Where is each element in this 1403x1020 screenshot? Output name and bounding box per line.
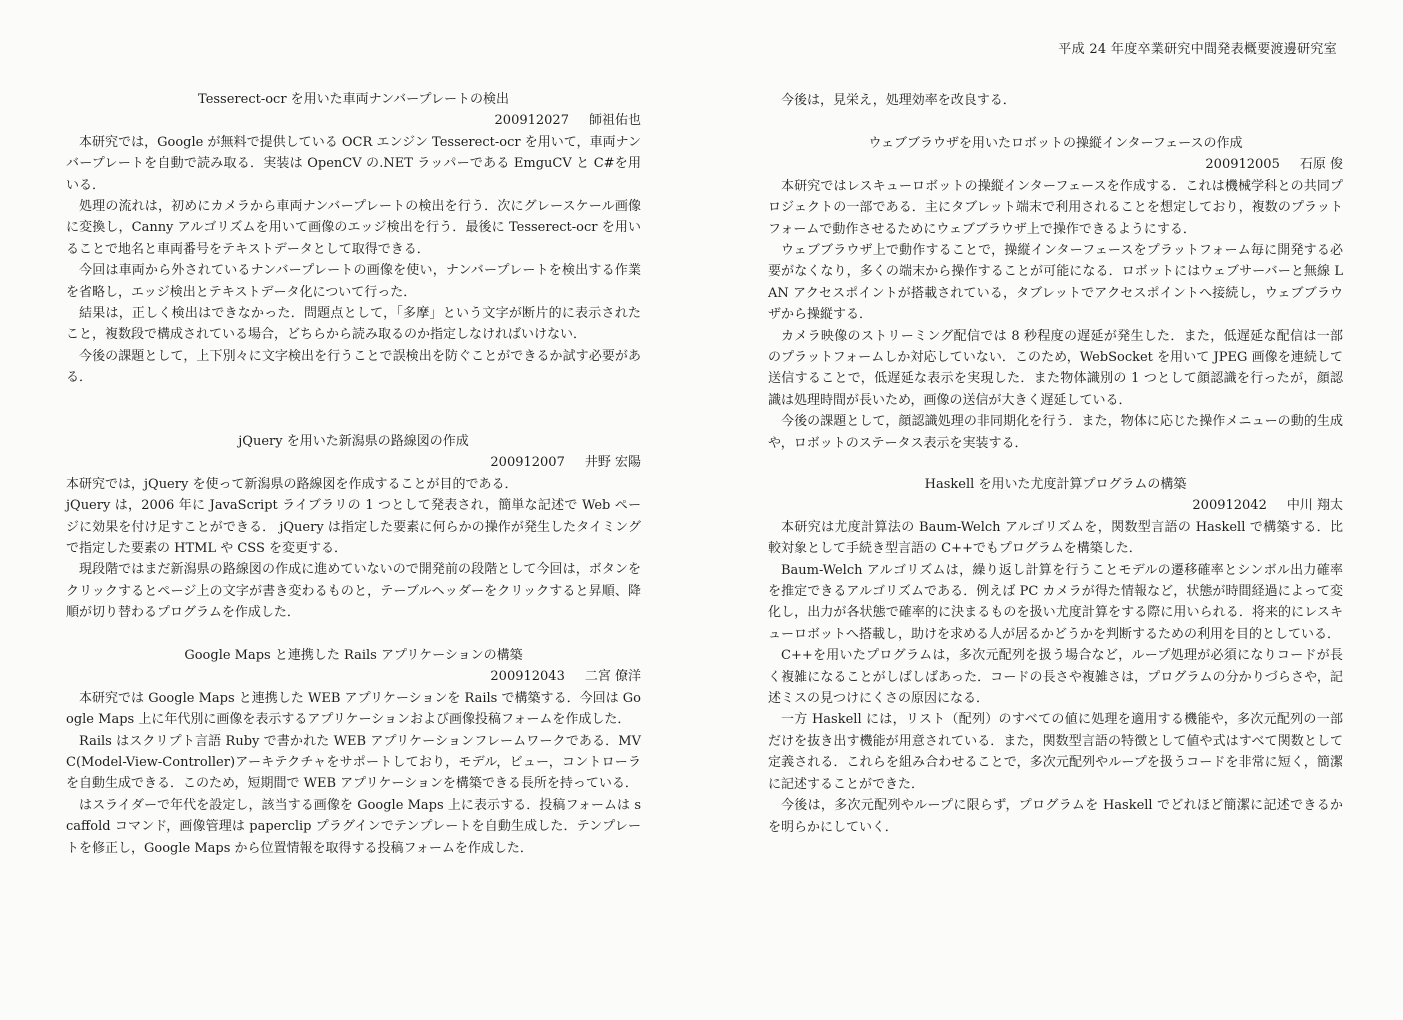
article-jquery xyxy=(66,431,641,624)
paragraph: 一方 Haskell には，リスト（配列）のすべての値に処理を適用する機能や，多次元配列の一部だけを抜き出す機能が用意されている．また，関数型言語の特徴として値や式はすべて関数として定義される．これらを組み合わせることで，多次元配列やループを扱うコードを非常に短く，簡潔に記述することができた． xyxy=(768,712,1343,792)
article-web-robot xyxy=(768,133,1343,454)
article-haskell xyxy=(768,474,1343,838)
article-author xyxy=(66,666,641,687)
paragraph: 結果は，正しく検出はできなかった．問題点として，「多摩」という文字が断片的に表示されたこと，複数段で構成されている場合，どちらから読み取るのか指定しなければいけない． xyxy=(66,306,641,343)
author-name: 井野 宏陽 xyxy=(584,455,641,471)
article-title: Haskell を用いた尤度計算プログラムの構築 xyxy=(924,477,1187,492)
paragraph: 本研究では Google Maps と連携した WEB アプリケーションを Rails で構築する．今回は Google Maps 上に年代別に画像を表示するアプリケーションおよび画像投稿フォームを作成した． xyxy=(66,690,641,728)
paragraph: 本研究では，Google が無料で提供している OCR エンジン Tesserect-ocr を用いて，車両ナンバープレートを自動で読み取る．実装は OpenCV の.NET ラッパーである EmguCV と C#を用いる． xyxy=(66,134,641,193)
paragraph: C++を用いたプログラムは，多次元配列を扱う場合など，ループ処理が必須になりコードが長く複雑になることがしばしばあった．コードの長さや複雑さは，プログラムの分かりづらさや，記述ミスの見つけにくさの原因になる． xyxy=(768,648,1343,707)
paragraph: はスライダーで年代を設定し，該当する画像を Google Maps 上に表示する．投稿フォームは scaffold コマンド，画像管理は paperclip プラグインでテンプレートを自動生成した．テンプレートを修正し，Google Maps から位置情報を取得する投稿フォームを作成した． xyxy=(66,797,641,856)
paragraph: Baum-Welch アルゴリズムは，繰り返し計算を行うことモデルの遷移確率とシンボル出力確率を推定できるアルゴリズムである．例えば PC カメラが得た情報など，状態が時間経過によって変化し，出力が各状態で確率的に決まるものを扱い尤度計算をする際に用いられる．将来的にレスキューロボットへ搭載し，助けを求める人が居るかどうかを判断するための利用を目的としている． xyxy=(768,562,1343,642)
student-id: 200912042 xyxy=(1192,498,1267,514)
student-id: 200912007 xyxy=(490,455,565,471)
paragraph: jQuery は，2006 年に JavaScript ライブラリの 1 つとして発表され，簡単な記述で Web ページに効果を付け足すことができる． jQuery は指定した要素に何らかの操作が発生したタイミングで指定した要素の HTML や CSS を変更する． xyxy=(66,498,641,557)
author-name: 石原 俊 xyxy=(1299,157,1343,173)
article-title: Tesserect-ocr を用いた車両ナンバープレートの検出 xyxy=(198,92,509,107)
continuation-paragraph: 今後は，見栄え，処理効率を改良する． xyxy=(781,93,1016,108)
paragraph: 処理の流れは，初めにカメラから車両ナンバープレートの検出を行う．次にグレースケール画像に変換し，Canny アルゴリズムを用いて画像のエッジ検出を行う．最後に Tesserect-ocr を用いることで地名と車両番号をテキストデータとして取得できる． xyxy=(66,199,641,257)
paragraph: 現段階ではまだ新潟県の路線図の作成に進めていないので開発前の段階として今回は，ボタンをクリックするとページ上の文字が書き変わるものと，テーブルヘッダーをクリックすると昇順、降順が切り替わるプログラムを作成した． xyxy=(66,562,641,621)
paragraph: カメラ映像のストリーミング配信では 8 秒程度の遅延が発生した．また，低遅延な配信は一部のプラットフォームしか対応していない．このため，WebSocket を用いて JPEG 画像を連続して送信することで，低遅延な表示を実現した．また物体識別の 1 つとして顔認識を行ったが，顔認識は処理時間が長いため，画像の送信が大きく遅延している． xyxy=(768,328,1343,408)
paragraph: 今後の課題として，顔認識処理の非同期化を行う．また，物体に応じた操作メニューの動的生成や，ロボットのステータス表示を実装する． xyxy=(768,414,1343,451)
paragraph: 本研究は尤度計算法の Baum-Welch アルゴリズムを，関数型言語の Haskell で構築する．比較対象として手続き型言語の C++でもプログラムを構築した． xyxy=(768,519,1343,557)
author-name: 中川 翔太 xyxy=(1286,498,1343,514)
article-rails xyxy=(66,645,641,859)
continuation-block xyxy=(768,90,1343,111)
author-name: 師祖佑也 xyxy=(588,113,641,129)
article-author xyxy=(768,495,1343,516)
running-header: 平成 24 年度卒業研究中間発表概要渡邊研究室 xyxy=(1058,42,1337,57)
article-title: Google Maps と連携した Rails アプリケーションの構築 xyxy=(184,648,523,663)
paragraph: 今後の課題として，上下別々に文字検出を行うことで誤検出を防ぐことができるか試す必要がある． xyxy=(66,348,641,386)
paragraph: 今後は，多次元配列やループに限らず，プログラムを Haskell でどれほど簡潔に記述できるかを明らかにしていく． xyxy=(768,798,1343,835)
article-author xyxy=(768,154,1343,175)
article-title: ウェブブラウザを用いたロボットの操縦インターフェースの作成 xyxy=(868,136,1243,151)
article-author xyxy=(66,452,641,473)
article-title: jQuery を用いた新潟県の路線図の作成 xyxy=(238,434,469,449)
student-id: 200912027 xyxy=(494,113,569,129)
paragraph: ウェブブラウザ上で動作することで，操縦インターフェースをプラットフォーム毎に開発する必要がなくなり，多くの端末から操作することが可能になる．ロボットにはウェブサーバーと無線 LAN アクセスポイントが搭載されている，タブレットでアクセスポイントへ接続し，ウェブブラウザから操縦する． xyxy=(768,243,1343,323)
paragraph: Rails はスクリプト言語 Ruby で書かれた WEB アプリケーションフレームワークである．MVC(Model-View-Controller)アーキテクチャをサポートしており，モデル，ビュー，コントローラを自動生成できる．このため，短期間で WEB アプリケーションを構築できる長所を持っている． xyxy=(66,733,641,792)
student-id: 200912005 xyxy=(1205,157,1280,173)
student-id: 200912043 xyxy=(490,669,565,685)
paragraph: 本研究では，jQuery を使って新潟県の路線図を作成することが目的である． xyxy=(66,476,518,492)
author-name: 二宮 僚洋 xyxy=(584,669,641,685)
paragraph: 今回は車両から外されているナンバープレートの画像を使い，ナンバープレートを検出する作業を省略し，エッジ検出とテキストデータ化について行った． xyxy=(66,263,641,300)
article-tesseract xyxy=(66,89,641,389)
paragraph: 本研究ではレスキューロボットの操縦インターフェースを作成する．これは機械学科との共同プロジェクトの一部である．主にタブレット端末で利用されることを想定しており，複数のプラットフォームで動作させるためにウェブブラウザ上で操作できるようにする． xyxy=(768,178,1343,237)
article-author xyxy=(66,110,641,131)
